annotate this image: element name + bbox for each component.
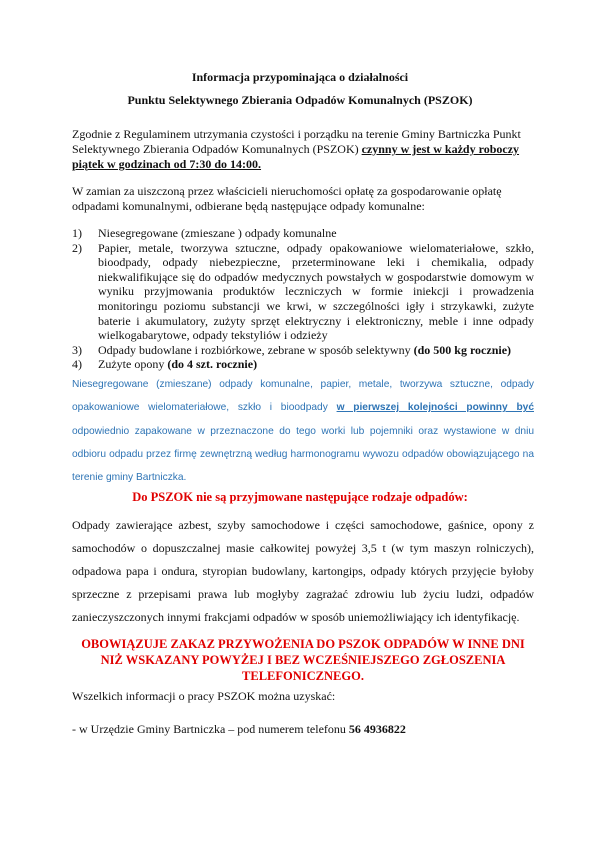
- collection-note: Niesegregowane (zmieszane) odpady komunalne, papier, metale, tworzywa sztuczne, odpady opakowaniowe wielomateriałowe, szkło i bioodpady w pierwszej kolejności powinny być odpowiednio zapakowane w przeznaczone do tego worki lub pojemniki oraz wystawione w dniu odbioru odpadu przez firmę zewnętrzną według harmonogramu wywozu odpadów obowiązującego na terenie gminy Bartniczka.: [72, 379, 534, 484]
- accepted-intro-paragraph: W zamian za uiszczoną przez właścicieli nieruchomości opłatę za gospodarowanie opłatę odpadami komunalnymi, odbierane będą następujące odpady komunalne:: [72, 184, 502, 213]
- phone-number: 56 4936822: [348, 722, 406, 736]
- collection-note-emphasis: w pierwszej kolejności powinny być: [336, 402, 534, 414]
- contact-line: - w Urzędzie Gminy Bartniczka – pod numerem telefonu 56 4936822: [72, 722, 406, 736]
- not-accepted-paragraph: Odpady zawierające azbest, szyby samochodowe i części samochodowe, gaśnice, opony z samochodów o dopuszczalnej masie całkowitej powyżej 3,5 t (w tym maszyn rolniczych), odpadowa papa i ondura, styropian budowlany, kartongips, odpady których przyjęcie byłoby sprzeczne z przepisami prawa lub mogłyby zagrażać zdrowiu lub życiu ludzi, odpadów zanieczyszczonych innymi frakcjami odpadów w sposób uniemożliwiający ich identyfikację.: [72, 518, 534, 624]
- document-title-line-2: Punktu Selektywnego Zbierania Odpadów Komunalnych (PSZOK): [127, 93, 473, 107]
- list-item: 4) Zużyte opony (do 4 szt. rocznie): [72, 357, 258, 372]
- list-item: 3) Odpady budowlane i rozbiórkowe, zebrane w sposób selektywny (do 500 kg rocznie): [72, 342, 512, 357]
- accepted-waste-list: [72, 226, 534, 372]
- not-accepted-heading: Do PSZOK nie są przyjmowane następujące rodzaje odpadów:: [132, 490, 468, 504]
- document-title-line-1: Informacja przypominająca o działalności: [191, 70, 409, 84]
- intro-text: Zgodnie z Regulaminem utrzymania czystości i porządku na terenie Gminy Bartniczka Punkt Selektywnego Zbierania Odpadów Komunalnych (PSZOK): [72, 127, 521, 156]
- opening-hours: czynny w jest w każdy roboczy piątek w godzinach od 7:30 do 14:00.: [72, 142, 520, 171]
- list-item: 2) Papier, metale, tworzywa sztuczne, odpady opakowaniowe wielomateriałowe, szkło, bioodpady, odpady niebezpieczne, przeterminowane leki i chemikalia, odpady niekwalifikujące się do odpadów medycznych powstałych w gospodarstwie domowym w wyniku przyjmowania produktów leczniczych w formie iniekcji i prowadzenia monitoringu poziomu substancji we krwi, w szczególności igły i strzykawki, zużyte baterie i akumulatory, zużyty sprzęt elektryczny i elektroniczny, meble i inne odpady wielkogabarytowe, odpady tekstyliów i odzieży: [72, 240, 534, 343]
- intro-paragraph: [72, 127, 534, 172]
- delivery-ban-warning: OBOWIĄZUJE ZAKAZ PRZYWOŻENIA DO PSZOK ODPADÓW W INNE DNI NIŻ WSKAZANY POWYŻEJ I BEZ WCZEŚNIEJSZEGO ZGŁOSZENIA TELEFONICZNEGO.: [81, 637, 525, 683]
- info-line: Wszelkich informacji o pracy PSZOK można uzyskać:: [72, 689, 336, 703]
- list-item: 1) Niesegregowane (zmieszane ) odpady komunalne: [72, 226, 337, 240]
